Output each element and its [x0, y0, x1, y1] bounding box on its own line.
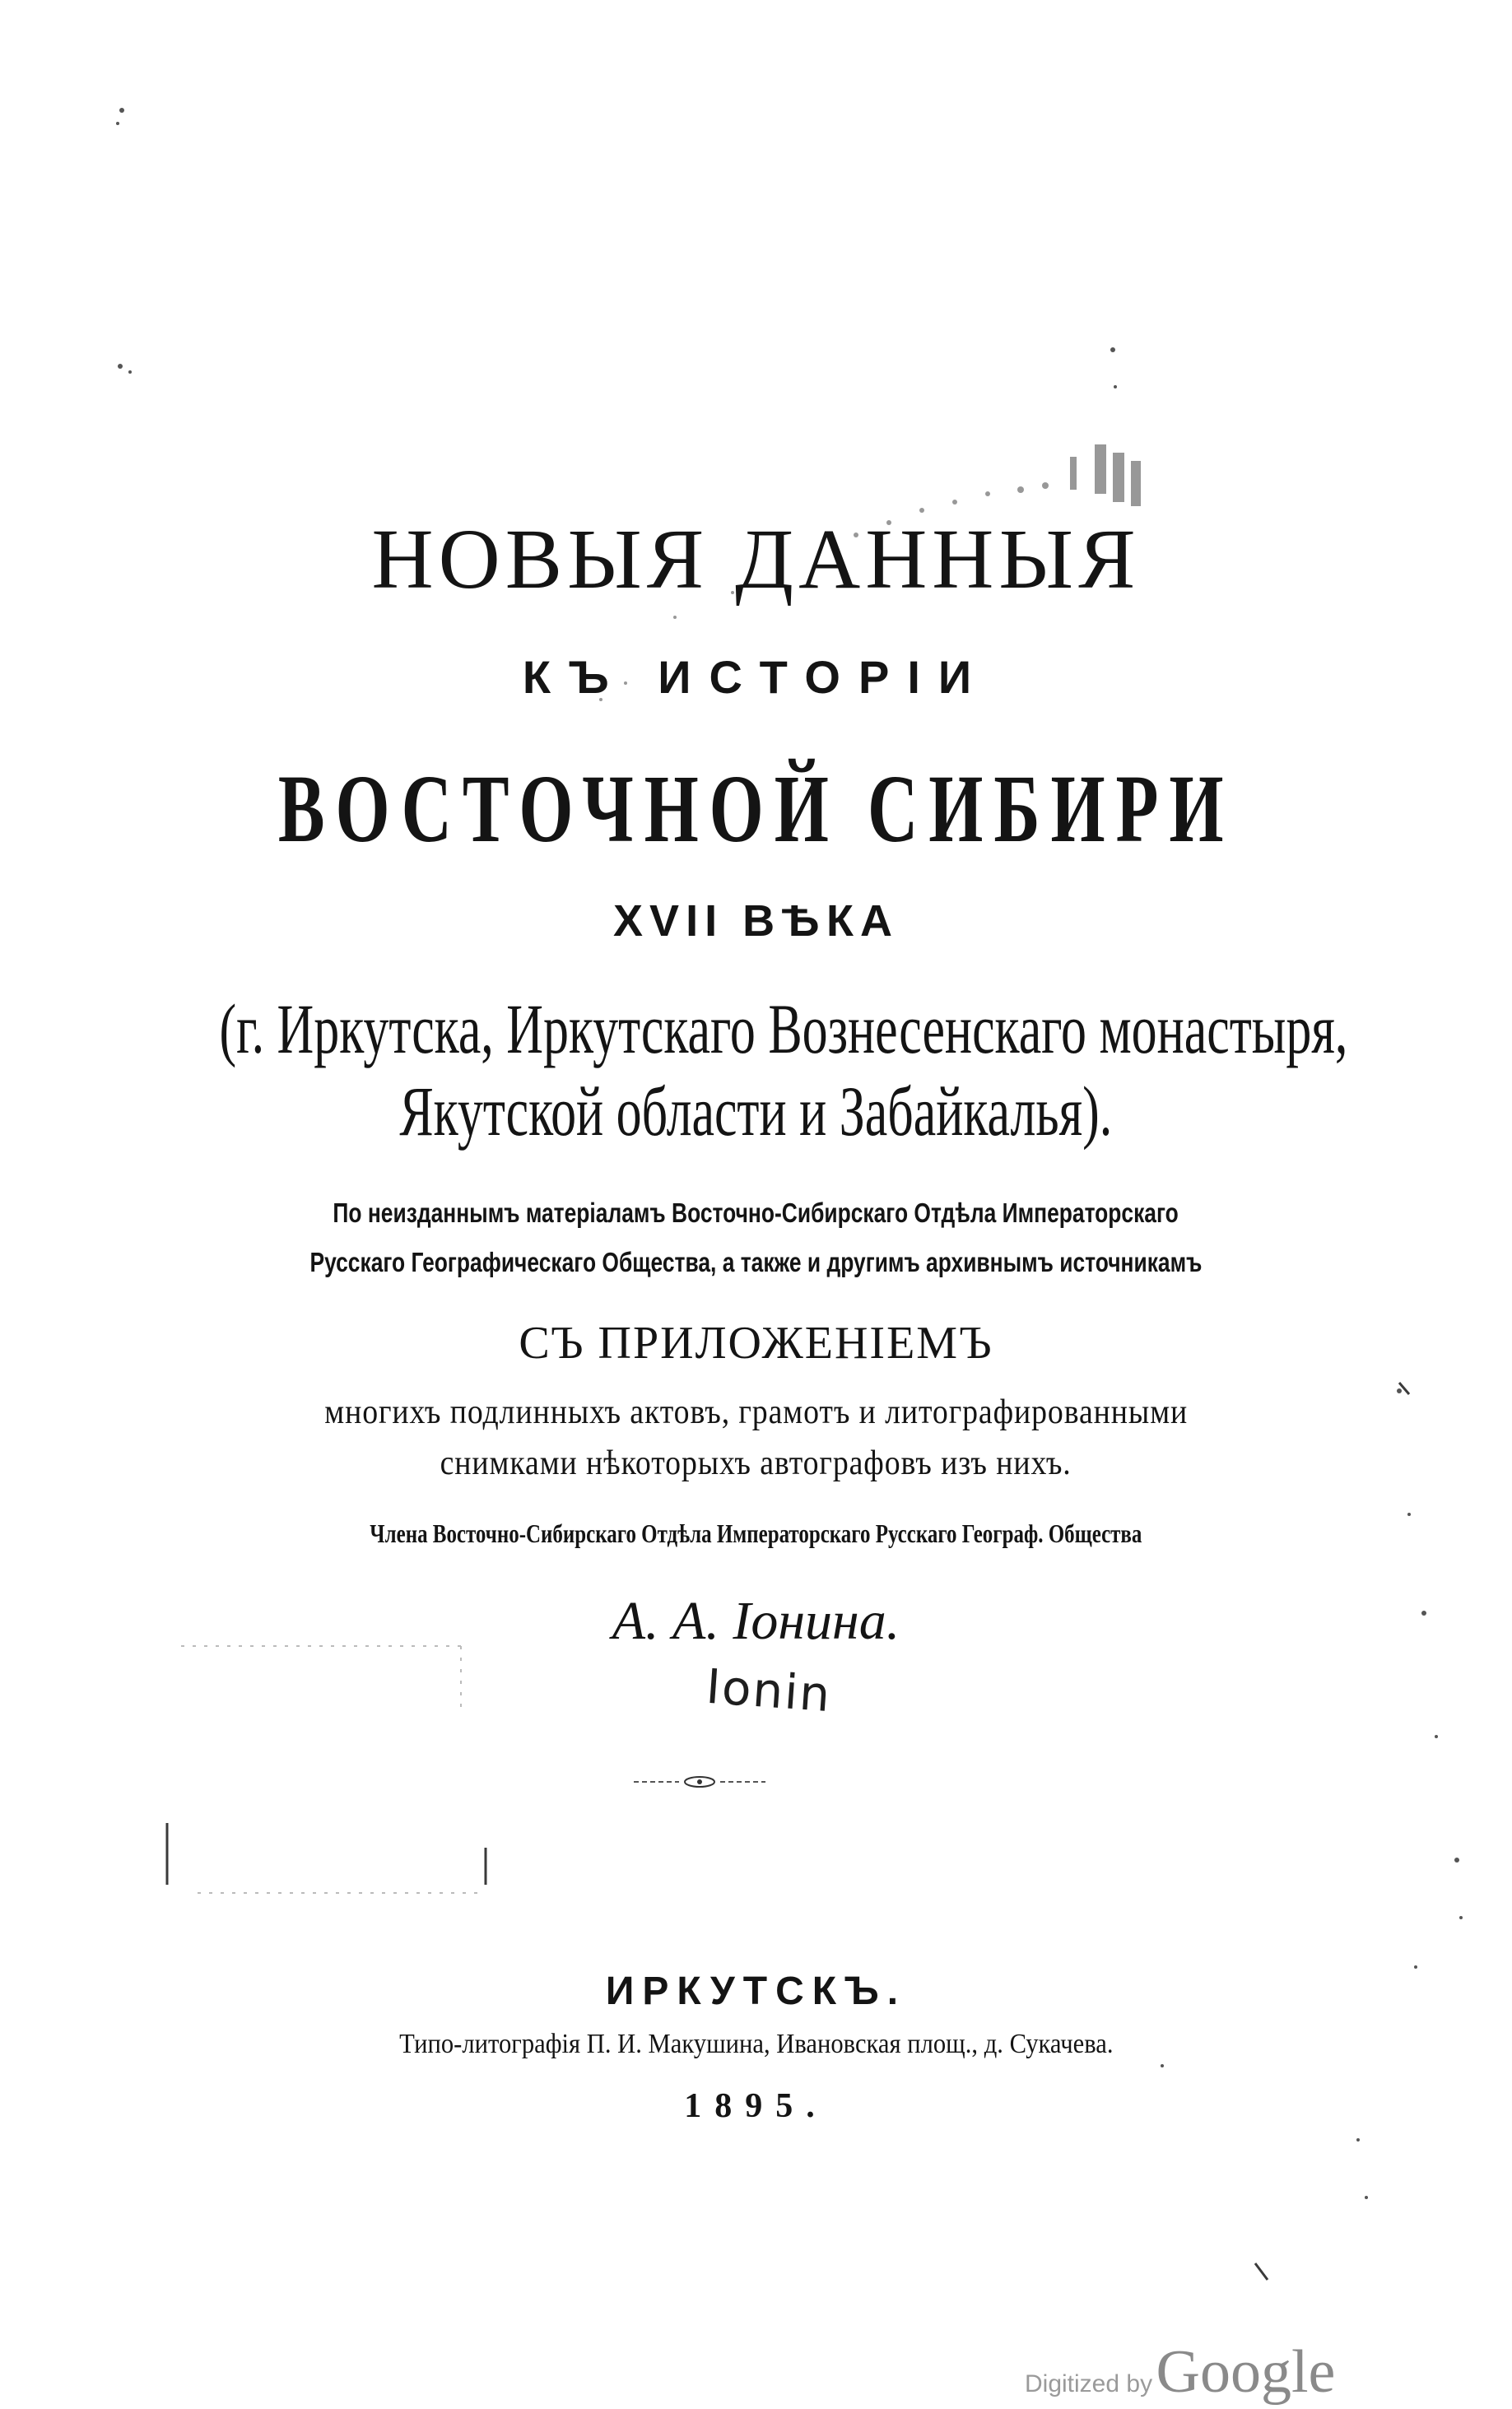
subtitle-line-1 [0, 988, 1512, 1070]
imprint-printer [0, 2029, 1512, 2060]
title-line-2: КЪ ИСТОРІИ [522, 651, 990, 703]
title-line-3 [0, 753, 1512, 865]
author-affiliation [0, 1518, 1512, 1549]
appendix-line-1-text: многихъ подлинныхъ актовъ, грамотъ и литографированными [324, 1393, 1188, 1431]
digitized-footer [1025, 2337, 1335, 2407]
imprint-printer-text: Типо-литографія П. И. Макушина, Ивановская площ., д. Сукачева. [398, 2029, 1114, 2059]
handwritten-note: Ionin [704, 1658, 834, 1723]
imprint-year: 1895. [684, 2087, 828, 2125]
appendix-line-2-text: снимками нѣкоторыхъ автографовъ изъ нихъ. [440, 1444, 1072, 1482]
appendix-line-1 [0, 1393, 1512, 1432]
source-line-1-text: По неизданнымъ матеріаламъ Восточно-Сибирскаго Отдѣла Императорскаго [333, 1198, 1179, 1228]
imprint-city: ИРКУТСКЪ. [605, 1970, 907, 2013]
title-line-3-text: ВОСТОЧНОЙ СИБИРИ [277, 755, 1235, 863]
google-logo: Google [1156, 2338, 1336, 2406]
source-line-1 [0, 1198, 1512, 1229]
appendix-line-2 [0, 1444, 1512, 1483]
subtitle-line-2-text: Якутской области и Забайкалья). [399, 1072, 1113, 1151]
author-name: А. А. Іонина. [612, 1591, 900, 1651]
source-line-2 [0, 1247, 1512, 1278]
ornament-divider [634, 1774, 765, 1790]
subtitle-line-1-text: (г. Иркутска, Иркутскаго Вознесенскаго монастыря, [219, 989, 1348, 1068]
digitized-by-label: Digitized by [1025, 2370, 1153, 2397]
author-affiliation-text: Члена Восточно-Сибирскаго Отдѣла Императорскаго Русскаго Географ. Общества [370, 1518, 1142, 1548]
title-line-4: XVII ВѢКА [613, 896, 899, 946]
source-line-2-text: Русскаго Географическаго Общества, а также и другимъ архивнымъ источникамъ [309, 1247, 1203, 1277]
subtitle-line-2 [0, 1070, 1512, 1152]
title-line-1: НОВЫЯ ДАННЫЯ [371, 512, 1141, 607]
appendix-heading: СЪ ПРИЛОЖЕНІЕМЪ [519, 1318, 993, 1369]
